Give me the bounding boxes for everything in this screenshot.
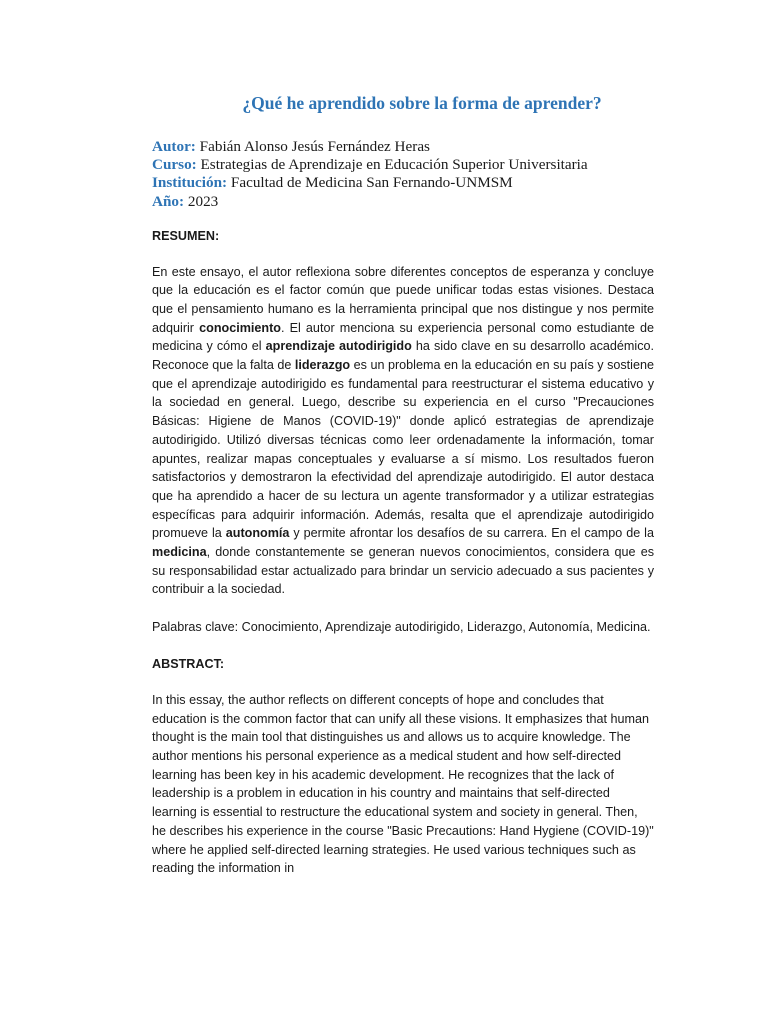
resumen-text-5: y permite afrontar los desafíos de su carrera. En el campo de la bbox=[289, 526, 654, 541]
document-title: ¿Qué he aprendido sobre la forma de aprender? bbox=[242, 93, 602, 113]
meta-author-value: Fabián Alonso Jesús Fernández Heras bbox=[199, 138, 430, 155]
meta-course bbox=[152, 156, 654, 174]
resumen-text-1: En este ensayo, el autor reflexiona sobre diferentes conceptos de esperanza y concluye que la educación es el factor común que puede unificar todas estas visiones. Destaca que el pensamiento humano es la herramienta principal que nos distingue y nos permite adquirir bbox=[152, 264, 654, 335]
meta-institution-label: Institución: bbox=[152, 174, 228, 192]
resumen-bold-liderazgo: liderazgo bbox=[294, 358, 351, 373]
resumen-text-4: es un problema en la educación en su país y sostiene que el aprendizaje autodirigido es fundamental para reestructurar el sistema educativo y la sociedad en general. Luego, describe su experiencia en el curso "Precauciones Básicas: Higiene de Manos (COVID-19)" donde aplicó estrategias de aprendizaje autodirigido. Utilizó diversas técnicas como leer ordenadamente la información, tomar apuntes, realizar mapas conceptuales y evaluarse a sí mismo. Los resultados fueron satisfactorios y demostraron la efectividad del aprendizaje autodirigido. El autor destaca que ha aprendido a hacer de su lectura un agente transformador y a utilizar estrategias específicas para adquirir información. Además, resalta que el aprendizaje autodirigido promueve la bbox=[152, 358, 654, 541]
resumen-bold-aprendizaje: aprendizaje autodirigido bbox=[265, 339, 412, 354]
meta-year-label: Año: bbox=[152, 192, 185, 210]
abstract-heading: ABSTRACT: bbox=[152, 657, 225, 672]
resumen-bold-conocimiento: conocimiento bbox=[199, 320, 281, 335]
meta-author-label: Autor: bbox=[152, 138, 196, 155]
resumen-paragraph bbox=[152, 263, 654, 600]
resumen-text-3: ha sido clave en su desarrollo académico. Reconoce que la falta de bbox=[152, 339, 654, 373]
meta-year-value: 2023 bbox=[187, 192, 219, 210]
resumen-bold-medicina: medicina bbox=[152, 545, 207, 560]
document-metadata bbox=[152, 138, 654, 211]
meta-institution bbox=[152, 174, 654, 192]
keywords-paragraph: Palabras clave: Conocimiento, Aprendizaje autodirigido, Liderazgo, Autonomía, Medicina. bbox=[152, 619, 651, 634]
meta-year bbox=[152, 193, 654, 211]
resumen-bold-autonomia: autonomía bbox=[225, 526, 290, 541]
meta-course-value: Estrategias de Aprendizaje en Educación Superior Universitaria bbox=[200, 156, 588, 174]
resumen-text-2: . El autor menciona su experiencia personal como estudiante de medicina y cómo el bbox=[152, 320, 655, 354]
abstract-paragraph: In this essay, the author reflects on different concepts of hope and concludes that education is the common factor that can unify all these visions. It emphasizes that human thought is the main tool that distinguishes us and allows us to acquire knowledge. The author mentions his personal experience as a medical student and how self-directed learning has been key in his academic development. He recognizes that the lack of leadership is a problem in education in his country and maintains that self-directed learning is essential to restructure the educational system and society in general. Then, he describes his experience in the course "Basic Precautions: Hand Hygiene (COVID-19)" where he applied self-directed learning strategies. He used various techniques such as reading the information in bbox=[152, 692, 654, 876]
meta-course-label: Curso: bbox=[152, 156, 197, 174]
meta-institution-value: Facultad de Medicina San Fernando-UNMSM bbox=[230, 174, 513, 192]
meta-author bbox=[152, 138, 654, 156]
resumen-text-6: , donde constantemente se generan nuevos conocimientos, considera que es su responsabilidad estar actualizado para brindar un servicio adecuado a sus pacientes y contribuir a la sociedad. bbox=[152, 545, 654, 597]
resumen-heading: RESUMEN: bbox=[152, 228, 220, 243]
